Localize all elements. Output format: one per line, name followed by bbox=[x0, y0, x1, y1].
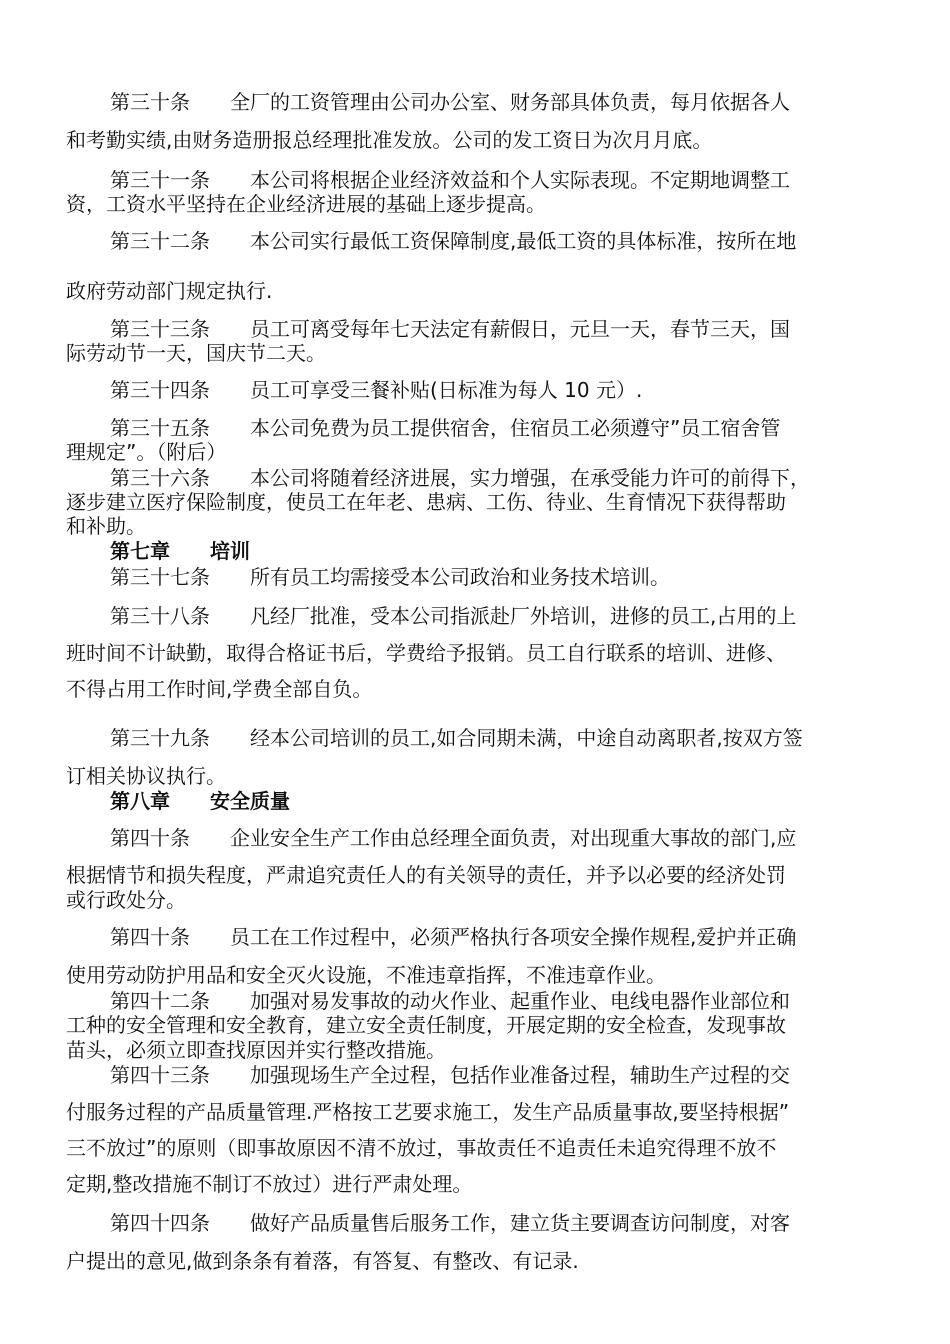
article-42-line-2: 工种的安全管理和安全教育，建立安全责任制度，开展定期的安全检查，发现事故 bbox=[66, 1013, 786, 1037]
article-40-line-1: 第四十条 企业安全生产工作由总经理全面负责，对出现重大事故的部门,应 bbox=[110, 826, 797, 850]
article-36-line-3: 和补助。 bbox=[66, 514, 146, 538]
article-40-line-2: 根据情节和损失程度，严肃追究责任人的有关领导的责任，并予以必要的经济处罚 bbox=[66, 863, 786, 887]
article-34-line-1: 第三十四条 员工可享受三餐补贴(日标准为每人 10 元）. bbox=[110, 378, 643, 402]
article-31-line-2: 资，工资水平坚持在企业经济进展的基础上逐步提高。 bbox=[66, 192, 546, 216]
article-36-line-2: 逐步建立医疗保险制度，使员工在年老、患病、工伤、待业、生育情况下获得帮助 bbox=[66, 490, 786, 514]
article-33-line-1: 第三十三条 员工可离受每年七天法定有薪假日，元旦一天，春节三天，国 bbox=[110, 317, 790, 341]
article-42-line-3: 苗头，必须立即查找原因并实行整改措施。 bbox=[66, 1038, 446, 1062]
article-30-line-1: 第三十条 全厂的工资管理由公司办公室、财务部具体负责，每月依据各人 bbox=[110, 90, 790, 114]
article-32-line-2: 政府劳动部门规定执行. bbox=[66, 279, 273, 303]
article-43-line-3: 三不放过”的原则（即事故原因不清不放过，事故责任不追责任未追究得理不放不 bbox=[66, 1136, 777, 1160]
article-39-line-2: 订相关协议执行。 bbox=[66, 764, 226, 788]
article-36-line-1: 第三十六条 本公司将随着经济进展，实力增强，在承受能力许可的前得下， bbox=[110, 466, 810, 490]
article-40-line-3: 或行政处分。 bbox=[66, 888, 186, 912]
article-44-line-2: 户提出的意见,做到条条有着落，有答复、有整改、有记录. bbox=[66, 1249, 579, 1273]
article-30-line-2: 和考勤实绩,由财务造册报总经理批准发放。公司的发工资日为次月月底。 bbox=[66, 128, 713, 152]
article-33-line-2: 际劳动节一天，国庆节二天。 bbox=[66, 341, 326, 365]
article-37-line-1: 第三十七条 所有员工均需接受本公司政治和业务技术培训。 bbox=[110, 565, 670, 589]
chapter-7-heading: 第七章 培训 bbox=[110, 539, 250, 563]
article-35-line-1: 第三十五条 本公司免费为员工提供宿舍，住宿员工必须遵守”员工宿舍管 bbox=[110, 416, 781, 440]
article-41-line-1: 第四十条 员工在工作过程中，必须严格执行各项安全操作规程,爱护并正确 bbox=[110, 925, 797, 949]
chapter-8-heading: 第八章 安全质量 bbox=[110, 789, 290, 813]
article-38-line-1: 第三十八条 凡经厂批准，受本公司指派赴厂外培训，进修的员工,占用的上 bbox=[110, 604, 797, 628]
article-43-line-2: 付服务过程的产品质量管理.严格按工艺要求施工，发生产品质量事故,要坚持根据” bbox=[66, 1100, 790, 1124]
article-38-line-2: 班时间不计缺勤，取得合格证书后，学费给予报销。员工自行联系的培训、进修、 bbox=[66, 641, 786, 665]
article-44-line-1: 第四十四条 做好产品质量售后服务工作，建立货主要调查访问制度，对客 bbox=[110, 1211, 790, 1235]
article-31-line-1: 第三十一条 本公司将根据企业经济效益和个人实际表现。不定期地调整工 bbox=[110, 168, 790, 192]
article-39-line-1: 第三十九条 经本公司培训的员工,如合同期未满，中途自动离职者,按双方签 bbox=[110, 726, 803, 750]
article-41-line-2: 使用劳动防护用品和安全灭火设施，不准违章指挥，不准违章作业。 bbox=[66, 963, 666, 987]
article-38-line-3: 不得占用工作时间,学费全部自负。 bbox=[66, 677, 373, 701]
article-35-line-2: 理规定”。（附后） bbox=[66, 440, 227, 464]
article-42-line-1: 第四十二条 加强对易发事故的动火作业、起重作业、电线电器作业部位和 bbox=[110, 989, 790, 1013]
article-32-line-1: 第三十二条 本公司实行最低工资保障制度,最低工资的具体标准，按所在地 bbox=[110, 229, 797, 253]
article-43-line-4: 定期,整改措施不制订不放过）进行严肃处理。 bbox=[66, 1172, 473, 1196]
article-43-line-1: 第四十三条 加强现场生产全过程，包括作业准备过程，辅助生产过程的交 bbox=[110, 1063, 790, 1087]
